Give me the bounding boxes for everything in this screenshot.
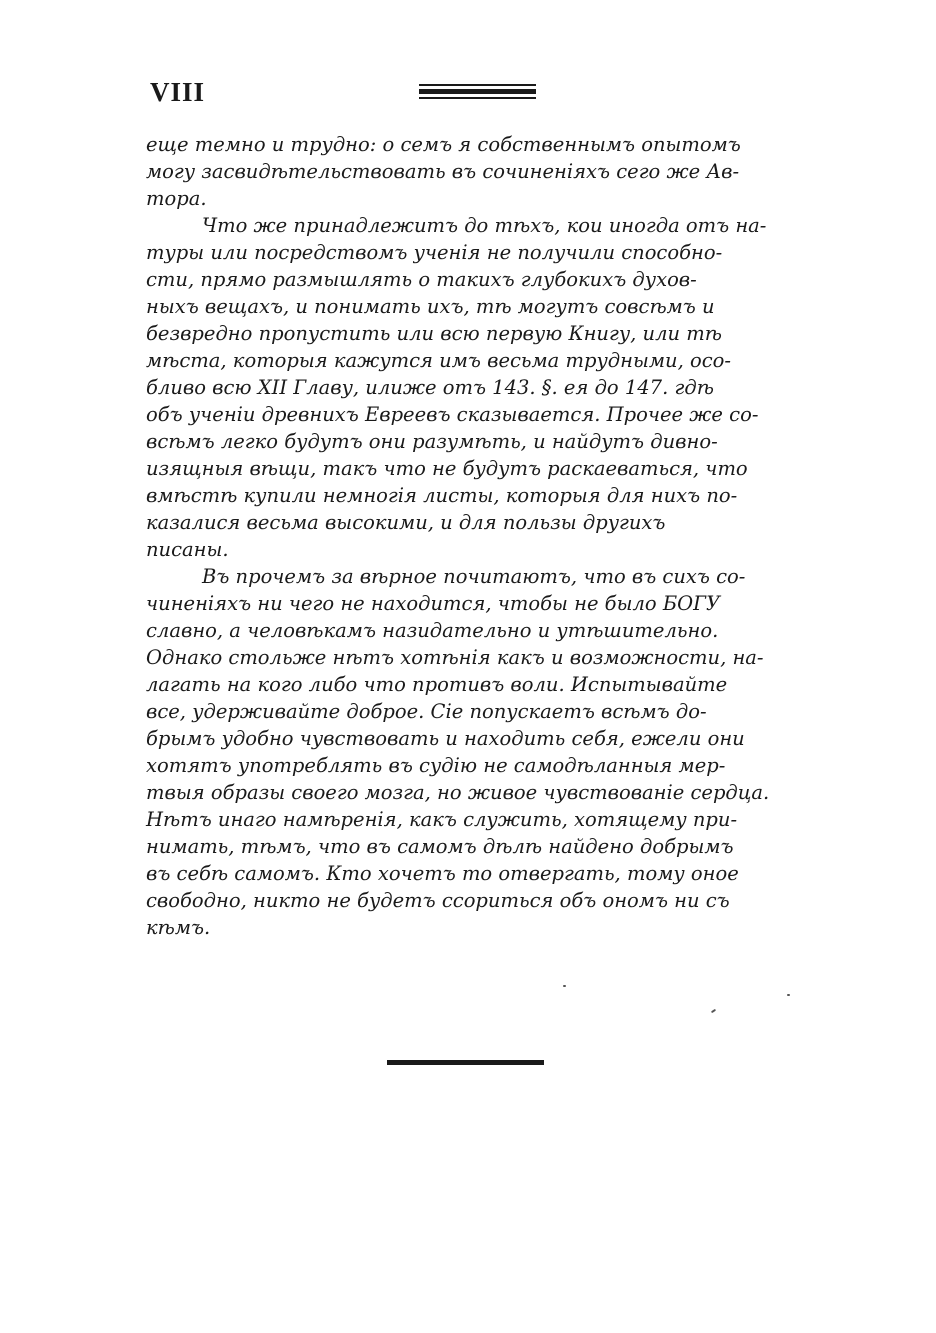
body-text [146,131,796,941]
ink-speck [711,1009,716,1014]
header-rule-thick-line [419,89,536,94]
paragraph-continuation: еще темно и трудно: о семъ я собственнымъ опытомъ могу засвидѣтельствовать въ сочиненiяхъ сего же Ав- тора. [146,133,741,210]
paragraph: Что же принадлежитъ до тѣхъ, кои иногда отъ на- туры или посредствомъ ученiя не получили способно- сти, прямо размышлять о такихъ глубокихъ духов- ныхъ вещахъ, и понимать ихъ, тѣ могутъ совсѣмъ и безвредно пропустить или всю первую Книгу, или тѣ мѣста, которыя кажутся имъ весьма трудными, осо- бливо всю XII Главу, илиже отъ 143. §. ея до 147. гдѣ объ ученiи древнихъ Евреевъ сказывается. Прочее же со- всѣмъ легко будутъ они разумѣть, и найдутъ дивно- изящныя вѣщи, такъ что не будутъ раскаеваться, что вмѣстѣ купили немногiя листы, которыя для нихъ по- казалися весьма высокими, и для пользы другихъ писаны. [146,214,767,561]
header-rule [419,84,536,102]
ink-speck [563,985,566,987]
header-rule-thin-line [419,84,536,86]
ink-speck [787,994,790,996]
footer-rule [387,1060,544,1065]
paragraph: Въ прочемъ за вѣрное почитаютъ, что въ сихъ со- чиненiяхъ ни чего не находится, чтобы не было БОГУ славно, а человѣкамъ назидательно и утѣшительно. Однако стольже нѣтъ хотѣнiя какъ и возможности, на- лагать на кого либо что противъ воли. Испытывайте все, удерживайте доброе. Сiе попускаетъ всѣмъ до- брымъ удобно чувствовать и находить себя, ежели они хотятъ употреблять въ судiю не самодѣланныя мер- твыя образы своего мозга, но живое чувствованiе сердца. Нѣтъ инаго намѣренiя, какъ служить, хотящему при- нимать, тѣмъ, что въ самомъ дѣлѣ найдено добрымъ въ себѣ самомъ. Кто хочетъ то отвергать, тому оное свободно, никто не будетъ ссориться объ ономъ ни съ кѣмъ. [146,565,770,939]
header-rule-thin-line-bottom [419,97,536,99]
page-number: VIII [150,77,206,107]
